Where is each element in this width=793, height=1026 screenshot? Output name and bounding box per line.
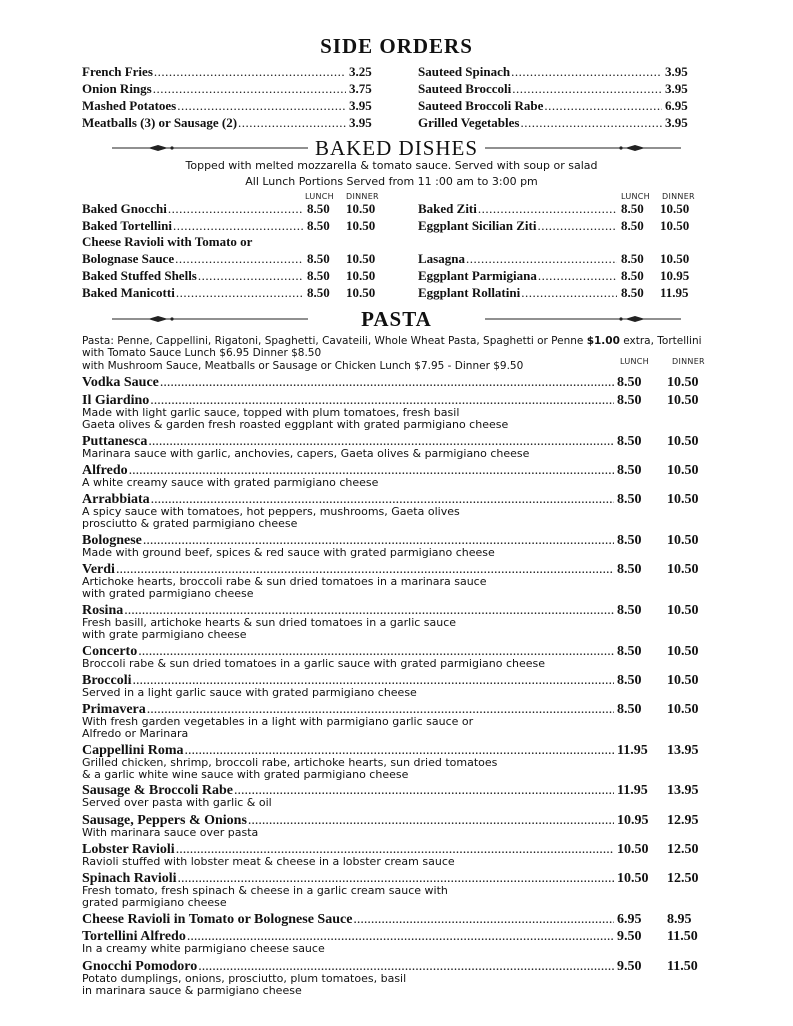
pasta-item-name: Cheese Ravioli in Tomato or Bolognese Sauce <box>82 912 353 927</box>
baked-hours: All Lunch Portions Served from 11 :00 am to 3:00 pm <box>245 175 538 188</box>
dot-leader <box>544 98 662 114</box>
pasta-item-lunch-price: 8.50 <box>617 463 642 478</box>
pasta-item <box>82 375 614 391</box>
item-price-price: 3.25 <box>349 64 372 79</box>
item-name: Onion Rings <box>82 81 152 96</box>
item-price-lunch: 8.50 <box>307 268 330 283</box>
item-name: Eggplant Sicilian Ziti <box>418 218 537 233</box>
item-name: Baked Manicotti <box>82 285 175 300</box>
pasta-item-description: Fresh basill, artichoke hearts & sun dried tomatoes in a garlic sauce <box>82 616 457 629</box>
item-price-dinner: 10.50 <box>346 251 376 266</box>
pasta-item-dinner-price: 11.50 <box>667 959 698 974</box>
pasta-note-line1 <box>82 335 702 347</box>
dot-leader <box>478 201 617 217</box>
item-price-dinner: 11.95 <box>660 285 689 300</box>
pasta-lunch-header: LUNCH <box>620 357 649 366</box>
dot-leader <box>198 268 303 284</box>
pasta-item-description: Broccoli rabe & sun dried tomatoes in a garlic sauce with grated parmigiano cheese <box>82 657 546 670</box>
side-order-item <box>418 64 664 80</box>
baked-dish-item <box>82 251 305 267</box>
pasta-item-name: Puttanesca <box>82 434 148 449</box>
pasta-item-name: Concerto <box>82 644 138 659</box>
item-price-lunch: 8.50 <box>307 218 330 233</box>
pasta-item-description: Artichoke hearts, broccoli rabe & sun dried tomatoes in a marinara sauce <box>82 575 487 588</box>
item-name: Mashed Potatoes <box>82 98 177 113</box>
pasta-item <box>82 912 614 928</box>
baked-dish-item <box>418 285 619 301</box>
pasta-item-description: With marinara sauce over pasta <box>82 826 259 839</box>
item-name: Meatballs (3) or Sausage (2) <box>82 115 238 130</box>
pasta-item-name: Cappellini Roma <box>82 743 184 758</box>
pasta-item-dinner-price: 12.50 <box>667 842 699 857</box>
pasta-item-dinner-price: 10.50 <box>667 562 699 577</box>
item-name: Lasagna <box>418 251 465 266</box>
pasta-item-lunch-price: 10.50 <box>617 842 649 857</box>
baked-dish-item <box>82 285 305 301</box>
pasta-item-name: Primavera <box>82 702 146 717</box>
pasta-item-dinner-price: 12.50 <box>667 871 699 886</box>
pasta-item-lunch-price: 8.50 <box>617 393 642 408</box>
item-name: Baked Ziti <box>418 201 477 216</box>
item-name: Sauteed Broccoli <box>418 81 512 96</box>
pasta-item-description: A white creamy sauce with grated parmigiano cheese <box>82 476 379 489</box>
pasta-item-lunch-price: 8.50 <box>617 533 642 548</box>
pasta-item-lunch-price: 8.50 <box>617 673 642 688</box>
pasta-item-lunch-price: 10.50 <box>617 871 649 886</box>
item-name: Baked Tortellini <box>82 218 172 233</box>
item-price-lunch: 8.50 <box>307 285 330 300</box>
item-price-dinner: 10.50 <box>346 285 376 300</box>
item-price-price: 3.95 <box>349 98 372 113</box>
pasta-item-description: Served over pasta with garlic & oil <box>82 796 272 809</box>
baked-subtitle: Topped with melted mozzarella & tomato sauce. Served with soup or salad <box>185 159 598 172</box>
pasta-item-dinner-price: 13.95 <box>667 783 699 798</box>
side-orders-title: SIDE ORDERS <box>320 34 473 58</box>
pasta-item-name: Tortellini Alfredo <box>82 929 186 944</box>
pasta-item-dinner-price: 10.50 <box>667 702 699 717</box>
dot-leader <box>353 912 614 928</box>
baked-dish-item <box>418 201 619 217</box>
baked-right-dinner-header: DINNER <box>662 192 695 201</box>
pasta-item-dinner-price: 10.50 <box>667 673 699 688</box>
side-order-item <box>418 81 664 97</box>
pasta-item-dinner-price: 12.95 <box>667 813 699 828</box>
pasta-item-description: Alfredo or Marinara <box>82 727 189 740</box>
pasta-item-description: In a creamy white parmigiano cheese sauce <box>82 942 325 955</box>
pasta-item-description: Potato dumplings, onions, prosciutto, plum tomatoes, basil <box>82 972 407 985</box>
item-name: Sauteed Broccoli Rabe <box>418 98 544 113</box>
pasta-item-description: Grilled chicken, shrimp, broccoli rabe, artichoke hearts, sun dried tomatoes <box>82 756 498 769</box>
pasta-item-description: prosciutto & grated parmigiano cheese <box>82 517 298 530</box>
pasta-item-lunch-price: 8.50 <box>617 603 642 618</box>
item-price-dinner: 10.50 <box>346 218 376 233</box>
pasta-item-lunch-price: 11.95 <box>617 783 648 798</box>
dot-leader <box>153 81 346 97</box>
baked-right-lunch-header: LUNCH <box>621 192 650 201</box>
baked-cheese-ravioli-line: Cheese Ravioli with Tomato or <box>82 234 253 249</box>
item-price-dinner: 10.95 <box>660 268 690 283</box>
pasta-note-line3: with Mushroom Sauce, Meatballs or Sausage or Chicken Lunch $7.95 - Dinner $9.50 <box>82 360 524 372</box>
item-price-dinner: 10.50 <box>660 218 690 233</box>
pasta-item-lunch-price: 6.95 <box>617 912 642 927</box>
pasta-item-name: Bolognese <box>82 533 142 548</box>
side-order-item <box>82 115 348 131</box>
pasta-item-description: grated parmigiano cheese <box>82 896 227 909</box>
dot-leader <box>511 64 662 80</box>
pasta-item-description: Made with light garlic sauce, topped with plum tomatoes, fresh basil <box>82 406 460 419</box>
pasta-item-dinner-price: 10.50 <box>667 463 699 478</box>
dot-leader <box>537 218 617 234</box>
pasta-item-lunch-price: 8.50 <box>617 375 642 390</box>
pasta-item-name: Spinach Ravioli <box>82 871 177 886</box>
pasta-item-name: Verdi <box>82 562 115 577</box>
dot-leader <box>154 64 346 80</box>
item-name: Bolognase Sauce <box>82 251 175 266</box>
item-price-lunch: 8.50 <box>621 218 644 233</box>
pasta-item-dinner-price: 10.50 <box>667 434 699 449</box>
dot-leader <box>512 81 662 97</box>
pasta-item-name: Arrabbiata <box>82 492 150 507</box>
pasta-item-dinner-price: 13.95 <box>667 743 699 758</box>
pasta-item-description: Fresh tomato, fresh spinach & cheese in a garlic cream sauce with <box>82 884 448 897</box>
pasta-item-name: Vodka Sauce <box>82 375 159 390</box>
item-price-price: 3.95 <box>349 115 372 130</box>
item-price-price: 3.95 <box>665 115 688 130</box>
pasta-item-lunch-price: 10.95 <box>617 813 649 828</box>
dot-leader <box>238 115 346 131</box>
item-price-lunch: 8.50 <box>307 251 330 266</box>
dot-leader <box>234 783 614 799</box>
pasta-item-dinner-price: 10.50 <box>667 533 699 548</box>
pasta-item-name: Il Giardino <box>82 393 150 408</box>
pasta-item-dinner-price: 10.50 <box>667 644 699 659</box>
baked-dishes-title: BAKED DISHES <box>314 136 479 160</box>
baked-dish-item <box>82 201 305 217</box>
dot-leader <box>168 201 303 217</box>
pasta-item-name: Alfredo <box>82 463 128 478</box>
pasta-item-description: & a garlic white wine sauce with grated parmigiano cheese <box>82 768 409 781</box>
pasta-item-dinner-price: 10.50 <box>667 393 699 408</box>
pasta-item-description: with grated parmigiano cheese <box>82 587 254 600</box>
pasta-item-lunch-price: 8.50 <box>617 434 642 449</box>
item-name: Baked Stuffed Shells <box>82 268 197 283</box>
pasta-item-description: A spicy sauce with tomatoes, hot peppers, mushrooms, Gaeta olives <box>82 505 460 518</box>
item-price-lunch: 8.50 <box>621 201 644 216</box>
side-order-item <box>418 98 664 114</box>
pasta-item-description: Gaeta olives & garden fresh roasted eggplant with grated parmigiano cheese <box>82 418 509 431</box>
pasta-item-name: Broccoli <box>82 673 132 688</box>
pasta-item-lunch-price: 8.50 <box>617 702 642 717</box>
pasta-title: PASTA <box>361 307 432 331</box>
dot-leader <box>466 251 617 267</box>
side-order-item <box>82 81 348 97</box>
pasta-item-dinner-price: 10.50 <box>667 603 699 618</box>
side-order-item <box>418 115 664 131</box>
item-price-dinner: 10.50 <box>660 201 690 216</box>
item-name: Baked Gnocchi <box>82 201 167 216</box>
baked-dish-item <box>82 268 305 284</box>
pasta-item-description: with grate parmigiano cheese <box>82 628 247 641</box>
dot-leader <box>521 285 617 301</box>
item-price-lunch: 8.50 <box>621 285 644 300</box>
baked-dish-item <box>82 218 305 234</box>
baked-dish-item <box>418 218 619 234</box>
baked-left-lunch-header: LUNCH <box>305 192 334 201</box>
item-price-dinner: 10.50 <box>660 251 690 266</box>
side-order-item <box>82 64 348 80</box>
pasta-item-dinner-price: 11.50 <box>667 929 698 944</box>
item-name: Sauteed Spinach <box>418 64 511 79</box>
item-name: French Fries <box>82 64 153 79</box>
pasta-note-extra-price: $1.00 <box>586 335 620 347</box>
dot-leader <box>520 115 662 131</box>
pasta-item-name: Rosina <box>82 603 124 618</box>
item-price-lunch: 8.50 <box>621 251 644 266</box>
pasta-item-description: Ravioli stuffed with lobster meat & cheese in a lobster cream sauce <box>82 855 455 868</box>
item-price-price: 3.75 <box>349 81 372 96</box>
pasta-item-lunch-price: 8.50 <box>617 492 642 507</box>
baked-left-dinner-header: DINNER <box>346 192 379 201</box>
ornament-divider-right <box>485 143 681 153</box>
pasta-item-dinner-price: 10.50 <box>667 375 699 390</box>
pasta-note-line2: with Tomato Sauce Lunch $6.95 Dinner $8.50 <box>82 347 322 359</box>
item-name: Eggplant Rollatini <box>418 285 521 300</box>
ornament-divider-pasta-right <box>485 314 681 324</box>
item-price-price: 3.95 <box>665 81 688 96</box>
item-name: Grilled Vegetables <box>418 115 520 130</box>
pasta-item-lunch-price: 8.50 <box>617 562 642 577</box>
pasta-note-line1-text: Pasta: Penne, Cappellini, Rigatoni, Spaghetti, Cavateili, Whole Wheat Pasta, Spaghetti or Penne <box>82 335 587 347</box>
pasta-item-name: Sausage, Peppers & Onions <box>82 813 247 828</box>
pasta-note-line1-end: extra, Tortellini <box>619 335 702 347</box>
pasta-item-name: Sausage & Broccoli Rabe <box>82 783 234 798</box>
pasta-item-description: Made with ground beef, spices & red sauce with grated parmigiano cheese <box>82 546 495 559</box>
pasta-item-lunch-price: 9.50 <box>617 929 642 944</box>
item-price-lunch: 8.50 <box>621 268 644 283</box>
pasta-item-lunch-price: 11.95 <box>617 743 648 758</box>
pasta-item-dinner-price: 8.95 <box>667 912 692 927</box>
dot-leader <box>248 813 614 829</box>
item-price-dinner: 10.50 <box>346 201 376 216</box>
baked-dish-item <box>418 268 619 284</box>
dot-leader <box>160 375 614 391</box>
dot-leader <box>177 98 346 114</box>
side-order-item <box>82 98 348 114</box>
pasta-item-description: in marinara sauce & parmigiano cheese <box>82 984 302 997</box>
pasta-item-lunch-price: 8.50 <box>617 644 642 659</box>
item-price-lunch: 8.50 <box>307 201 330 216</box>
pasta-dinner-header: DINNER <box>672 357 705 366</box>
item-name: Eggplant Parmigiana <box>418 268 537 283</box>
item-price-dinner: 10.50 <box>346 268 376 283</box>
dot-leader <box>175 251 303 267</box>
item-price-price: 3.95 <box>665 64 688 79</box>
dot-leader <box>176 285 303 301</box>
pasta-item-dinner-price: 10.50 <box>667 492 699 507</box>
pasta-item-name: Gnocchi Pomodoro <box>82 959 198 974</box>
pasta-item-description: Served in a light garlic sauce with grated parmigiano cheese <box>82 686 417 699</box>
dot-leader <box>173 218 303 234</box>
pasta-item-description: Marinara sauce with garlic, anchovies, capers, Gaeta olives & parmigiano cheese <box>82 447 530 460</box>
pasta-item-name: Lobster Ravioli <box>82 842 175 857</box>
pasta-item-lunch-price: 9.50 <box>617 959 642 974</box>
pasta-item-description: With fresh garden vegetables in a light with parmigiano garlic sauce or <box>82 715 474 728</box>
item-price-price: 6.95 <box>665 98 688 113</box>
dot-leader <box>538 268 617 284</box>
baked-dish-item <box>418 251 619 267</box>
